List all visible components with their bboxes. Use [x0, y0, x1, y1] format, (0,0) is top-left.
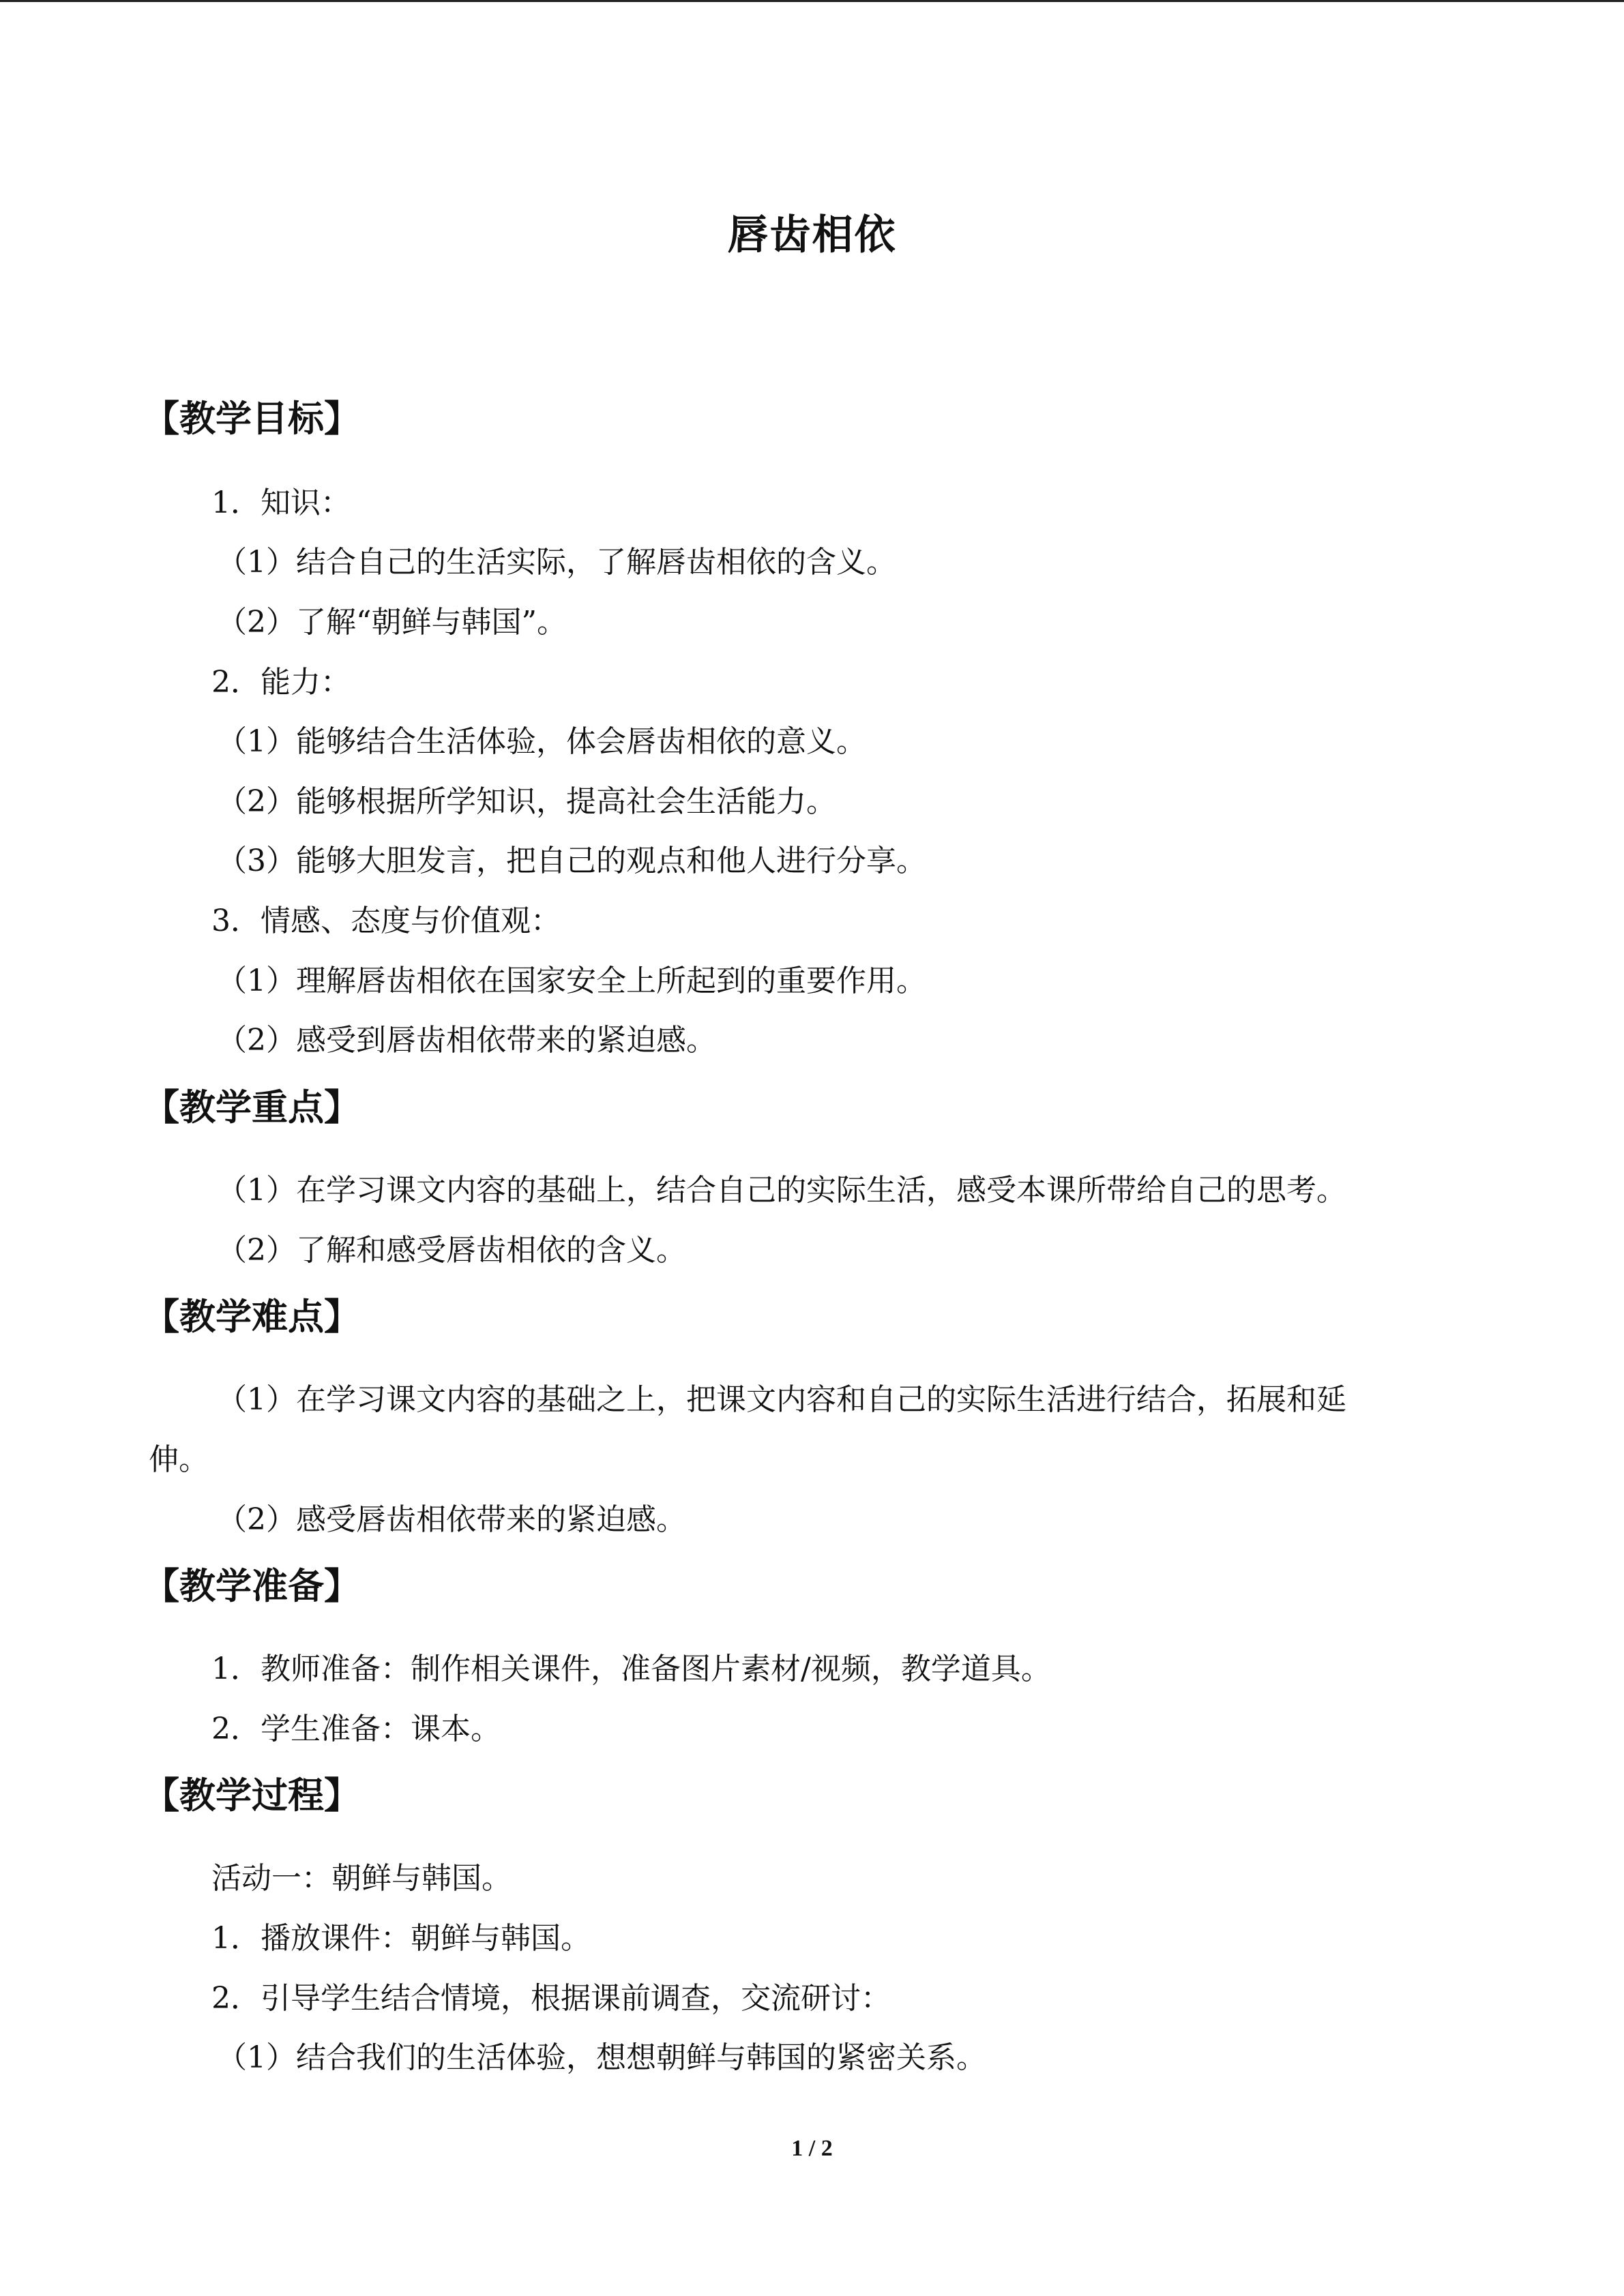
goals-line: （1）理解唇齿相依在国家安全上所起到的重要作用。 [217, 964, 926, 998]
goals-line: 3．情感、态度与价值观： [211, 904, 561, 938]
goals-line: （2）能够根据所学知识，提高社会生活能力。 [217, 784, 836, 819]
top-border-line [0, 0, 1624, 2]
section-heading-goals: 【教学目标】 [143, 398, 360, 440]
section-heading-preparation: 【教学准备】 [143, 1566, 360, 1607]
process-line: 2．引导学生结合情境，根据课前调查，交流研讨： [211, 1981, 891, 2016]
goals-line: （1）结合自己的生活实际，了解唇齿相依的含义。 [217, 545, 896, 580]
goals-line: 2．能力： [211, 665, 351, 700]
process-line: 1．播放课件：朝鲜与韩国。 [211, 1921, 591, 1956]
goals-line: （3）能够大胆发言，把自己的观点和他人进行分享。 [217, 844, 926, 878]
preparation-line: 1．教师准备：制作相关课件，准备图片素材/视频，教学道具。 [211, 1652, 1051, 1686]
preparation-line: 2．学生准备：课本。 [211, 1712, 501, 1746]
goals-line: （2）感受到唇齿相依带来的紧迫感。 [217, 1023, 716, 1058]
section-heading-difficulties: 【教学难点】 [143, 1296, 360, 1338]
difficulties-line: （1）在学习课文内容的基础之上，把课文内容和自己的实际生活进行结合，拓展和延 [217, 1382, 1346, 1417]
process-line: 活动一：朝鲜与韩国。 [211, 1861, 512, 1896]
document-title: 唇齿相依 [727, 211, 897, 259]
goals-line: （2）了解“朝鲜与韩国”。 [217, 605, 567, 640]
key-points-line: （1）在学习课文内容的基础上，结合自己的实际生活，感受本课所带给自己的思考。 [217, 1173, 1346, 1208]
difficulties-line: 伸。 [149, 1442, 209, 1477]
section-heading-process: 【教学过程】 [143, 1775, 360, 1817]
goals-line: 1．知识： [211, 486, 351, 520]
difficulties-line: （2）感受唇齿相依带来的紧迫感。 [217, 1502, 686, 1537]
page-number: 1 / 2 [791, 2136, 833, 2161]
process-line: （1）结合我们的生活体验，想想朝鲜与韩国的紧密关系。 [217, 2040, 986, 2075]
section-heading-key-points: 【教学重点】 [143, 1087, 360, 1129]
key-points-line: （2）了解和感受唇齿相依的含义。 [217, 1233, 686, 1268]
goals-line: （1）能够结合生活体验，体会唇齿相依的意义。 [217, 724, 866, 759]
